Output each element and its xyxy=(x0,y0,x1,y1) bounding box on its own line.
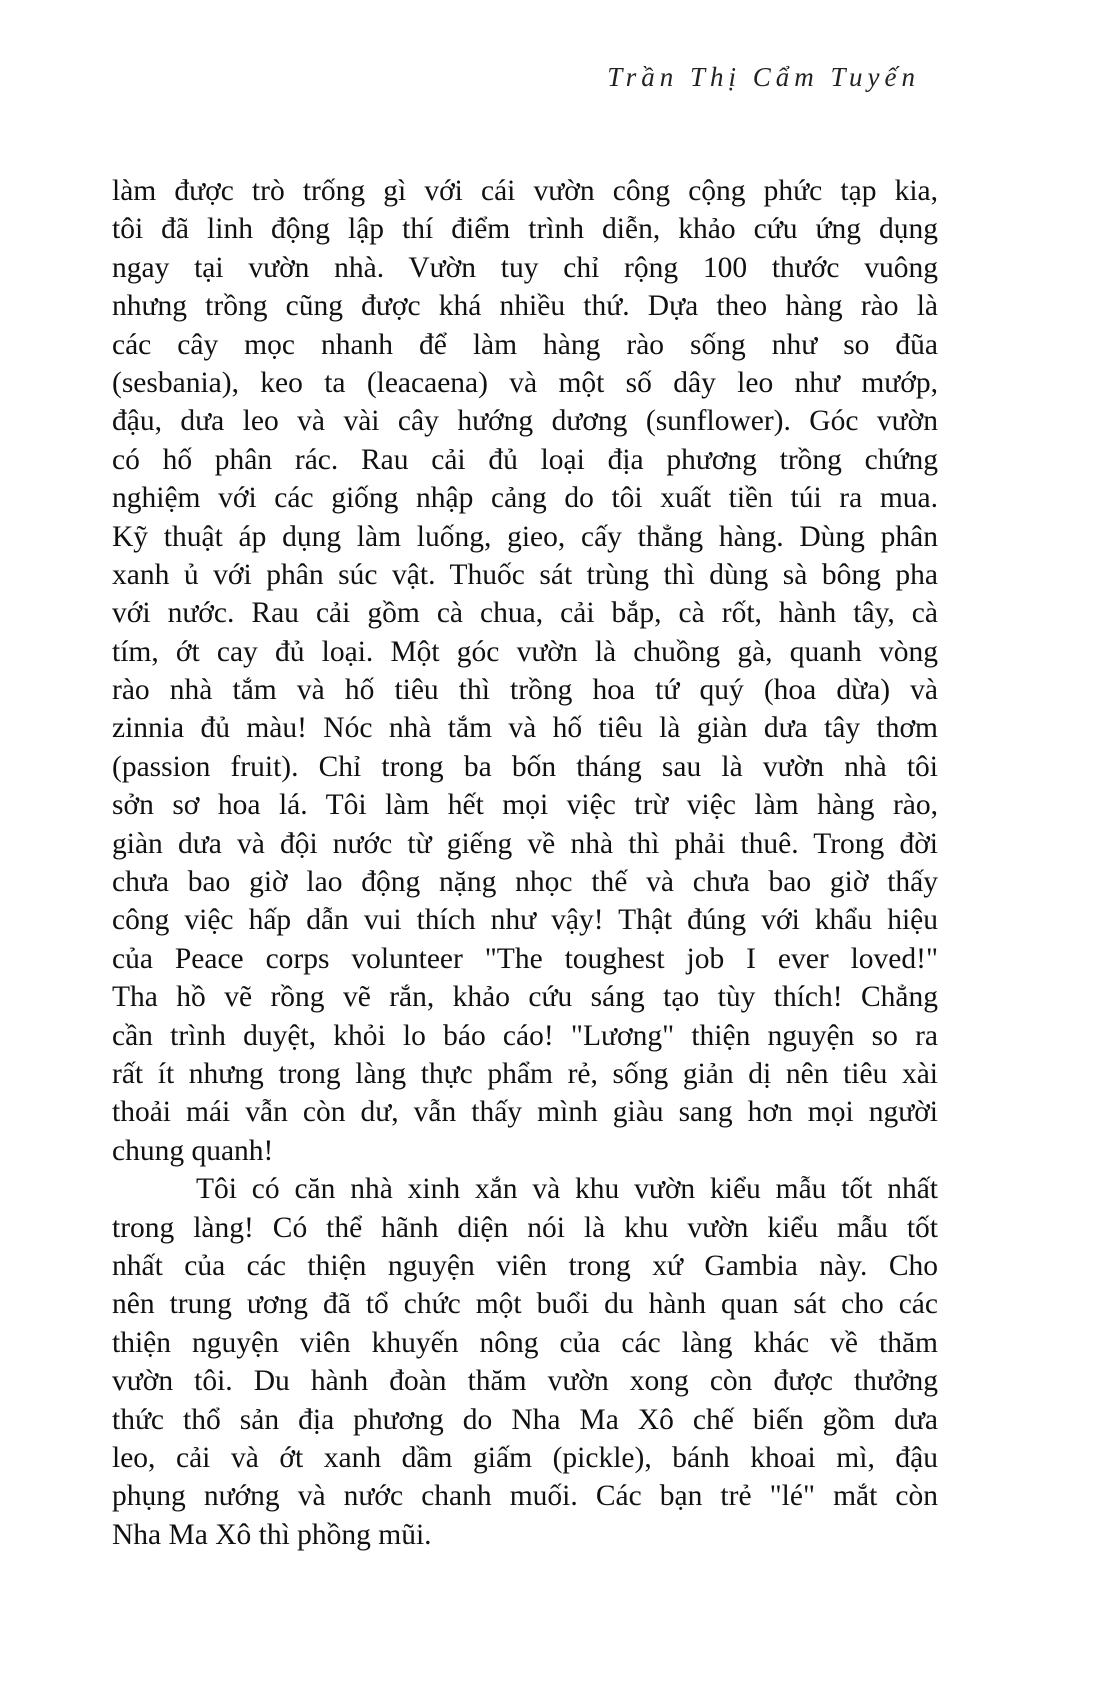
text-line: rào nhà tắm và hố tiêu thì trồng hoa tứ quý (hoa dừa) và xyxy=(112,674,938,707)
text-line: Tôi có căn nhà xinh xắn và khu vườn kiểu mẫu tốt nhất xyxy=(196,1173,938,1206)
body-text xyxy=(112,172,938,1554)
text-line: các cây mọc nhanh để làm hàng rào sống như so đũa xyxy=(112,328,938,361)
text-line: làm được trò trống gì với cái vườn công cộng phức tạp kia, xyxy=(112,175,938,207)
text-line: phụng nướng và nước chanh muối. Các bạn trẻ "lé" mắt còn xyxy=(112,1480,938,1513)
paragraph-1 xyxy=(112,172,938,1170)
text-line: (sesbania), keo ta (leacaena) và một số dây leo như mướp, xyxy=(112,366,938,399)
text-line: thoải mái vẫn còn dư, vẫn thấy mình giàu sang hơn mọi người xyxy=(112,1096,938,1129)
text-line: tím, ớt cay đủ loại. Một góc vườn là chuồng gà, quanh vòng xyxy=(112,635,938,668)
text-line: của Peace corps volunteer "The toughest job I ever loved!" xyxy=(112,942,938,975)
text-line: chung quanh! xyxy=(112,1134,274,1167)
text-line: nghiệm với các giống nhập cảng do tôi xuất tiền túi ra mua. xyxy=(112,482,938,515)
text-line: đậu, dưa leo và vài cây hướng dương (sunflower). Góc vườn xyxy=(112,405,938,438)
text-line: rất ít nhưng trong làng thực phẩm rẻ, sống giản dị nên tiêu xài xyxy=(112,1057,938,1090)
text-line: leo, cải và ớt xanh dầm giấm (pickle), bánh khoai mì, đậu xyxy=(112,1441,938,1474)
text-line: cần trình duyệt, khỏi lo báo cáo! "Lương" thiện nguyện so ra xyxy=(112,1019,938,1052)
text-line: xanh ủ với phân súc vật. Thuốc sát trùng thì dùng sà bông pha xyxy=(112,558,938,591)
text-line: Tha hồ vẽ rồng vẽ rắn, khảo cứu sáng tạo tùy thích! Chẳng xyxy=(112,981,938,1014)
text-line: nhưng trồng cũng được khá nhiều thứ. Dựa theo hàng rào là xyxy=(112,290,938,323)
text-line: vườn tôi. Du hành đoàn thăm vườn xong còn được thưởng xyxy=(112,1365,938,1398)
text-line: thức thổ sản địa phương do Nha Ma Xô chế biến gồm dưa xyxy=(112,1403,938,1436)
running-header-author: Trần Thị Cẩm Tuyến xyxy=(607,62,920,92)
text-line: tôi đã linh động lập thí điểm trình diễn, khảo cứu ứng dụng xyxy=(112,213,938,246)
text-line: Kỹ thuật áp dụng làm luống, gieo, cấy thẳng hàng. Dùng phân xyxy=(112,520,938,553)
text-line: chưa bao giờ lao động nặng nhọc thế và chưa bao giờ thấy xyxy=(112,866,938,899)
text-line: giàn dưa và đội nước từ giếng về nhà thì phải thuê. Trong đời xyxy=(112,827,938,860)
text-line: công việc hấp dẫn vui thích như vậy! Thật đúng với khẩu hiệu xyxy=(112,904,938,937)
paragraph-2 xyxy=(112,1170,938,1554)
text-line: thiện nguyện viên khuyến nông của các làng khác về thăm xyxy=(112,1326,938,1359)
text-line: với nước. Rau cải gồm cà chua, cải bắp, cà rốt, hành tây, cà xyxy=(112,597,938,630)
text-line: nên trung ương đã tổ chức một buổi du hành quan sát cho các xyxy=(112,1288,938,1321)
text-line: trong làng! Có thể hãnh diện nói là khu vườn kiểu mẫu tốt xyxy=(112,1211,938,1244)
text-line: có hố phân rác. Rau cải đủ loại địa phương trồng chứng xyxy=(112,443,938,476)
text-line: ngay tại vườn nhà. Vườn tuy chỉ rộng 100 thước vuông xyxy=(112,251,938,284)
text-line: Nha Ma Xô thì phồng mũi. xyxy=(112,1518,432,1551)
text-line: zinnia đủ màu! Nóc nhà tắm và hố tiêu là giàn dưa tây thơm xyxy=(112,712,938,745)
text-line: nhất của các thiện nguyện viên trong xứ Gambia này. Cho xyxy=(112,1249,938,1282)
text-line: sởn sơ hoa lá. Tôi làm hết mọi việc trừ việc làm hàng rào, xyxy=(112,789,938,822)
text-line: (passion fruit). Chỉ trong ba bốn tháng sau là vườn nhà tôi xyxy=(112,750,938,783)
